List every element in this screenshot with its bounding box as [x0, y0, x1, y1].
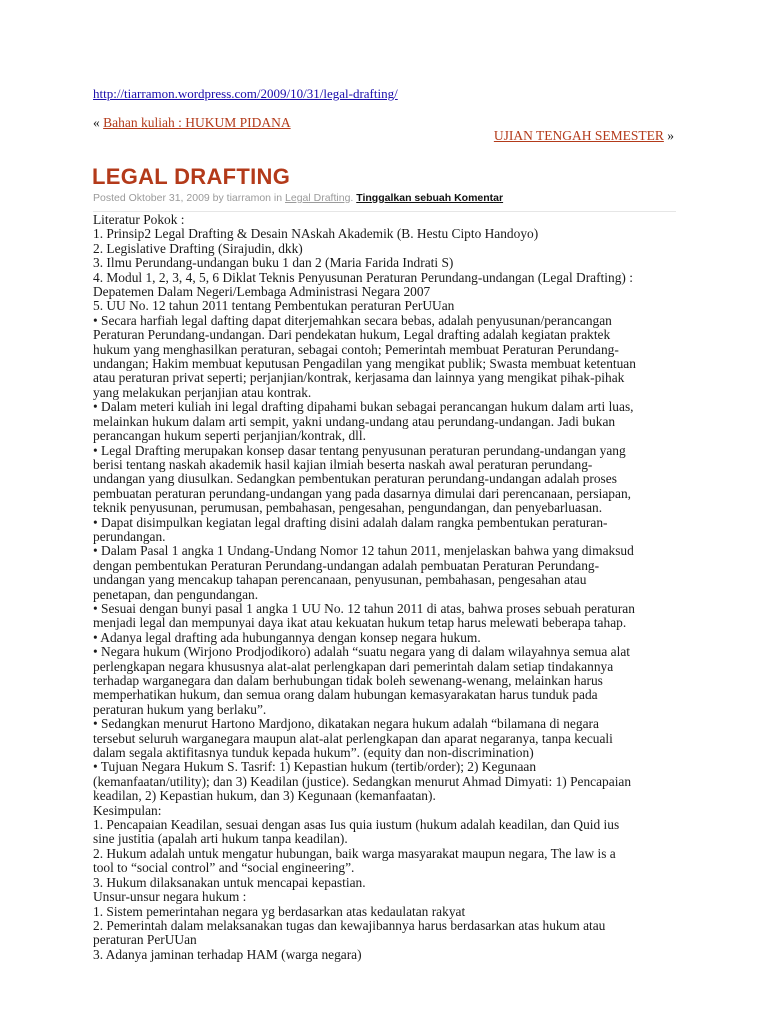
body-line: 5. UU No. 12 tahun 2011 tentang Pembentukan peraturan PerUUan [93, 298, 455, 314]
body-line: penetapan, dan pengundangan. [93, 586, 259, 602]
body-line: peraturan hukum yang berlaku”. [93, 701, 267, 717]
post-meta [93, 192, 503, 204]
body-line: perlengkapan negara khususnya alat-alat perlengkapan dari pemerintah dalam setiap tindakannya [93, 658, 614, 674]
body-line: dalam segala aktifitasnya tunduk kepada hukum”. (equity dan non-discrimination) [93, 745, 534, 761]
body-line: menjadi legal dan mempunyai daya ikat atau kekuatan hukum tetap harus melewati beberapa tahap. [93, 615, 627, 631]
body-line: tersebut seluruh warganegara maupun alat-alat perlengkapan dan aparat negaranya, tanpa kecuali [93, 730, 613, 746]
body-line: Peraturan Perundang-undangan. Dari pendekatan hukum, Legal drafting adalah kegiatan praktek [93, 327, 611, 343]
body-line: 2. Hukum adalah untuk mengatur hubungan, baik warga masyarakat maupun negara, The law is a [93, 845, 616, 861]
next-arrow: » [663, 128, 674, 143]
body-line: • Sesuai dengan bunyi pasal 1 angka 1 UU No. 12 tahun 2011 di atas, bahwa proses sebuah peraturan [93, 600, 635, 616]
body-line: • Legal Drafting merupakan konsep dasar tentang penyusunan peraturan perundang-undangan yang [93, 442, 626, 458]
body-line: • Secara harfiah legal dafting dapat diterjemahkan secara bebas, adalah penyusunan/perancangan [93, 312, 612, 328]
body-line: 2. Pemerintah dalam melaksanakan tugas dan kewajibannya harus berdasarkan atas hukum atau [93, 917, 606, 933]
body-line: teknik penyusunan, perumusan, pembahasan, pengesahan, pengundangan, dan penyebarluasan. [93, 500, 603, 516]
body-line: melainkan hukum dalam arti sempit, yakni undang-undang atau perundang-undangan. Jadi bukan [93, 413, 616, 429]
body-line: tool to “social control” and “social engineering”. [93, 860, 355, 876]
previous-arrow: « [93, 115, 104, 130]
leave-comment-link[interactable]: Tinggalkan sebuah Komentar [356, 192, 504, 204]
body-line: • Adanya legal drafting ada hubungannya dengan konsep negara hukum. [93, 629, 481, 645]
body-line: memperhatikan hukum, dan semua orang dalam hubungan kemasyarakatan harus tunduk pada [93, 687, 598, 703]
body-line: perundangan. [93, 528, 166, 544]
body-line: 1. Prinsip2 Legal Drafting & Desain NAskah Akademik (B. Hestu Cipto Handoyo) [93, 226, 539, 242]
body-line: • Tujuan Negara Hukum S. Tasrif: 1) Kepastian hukum (tertib/order); 2) Kegunaan [93, 759, 537, 775]
body-line: Literatur Pokok : [93, 212, 185, 227]
body-line: atau peraturan privat seperti; perjanjian/kontrak, kerjasama dan lainnya yang mengikat pihak-pihak [93, 370, 625, 386]
body-line: 4. Modul 1, 2, 3, 4, 5, 6 Diklat Teknis Penyusunan Peraturan Perundang-undangan (Legal Drafting) : [93, 269, 633, 285]
body-line: 3. Adanya jaminan terhadap HAM (warga negara) [93, 946, 362, 962]
body-line: 1. Sistem pemerintahan negara yg berdasarkan atas kedaulatan rakyat [93, 903, 466, 919]
body-line: undangan yang diusulkan. Sedangkan pembentukan peraturan perundang-undangan adalah proses [93, 471, 617, 487]
category-link[interactable]: Legal Drafting [285, 192, 351, 204]
body-line: • Dalam meteri kuliah ini legal drafting dipahami bukan sebagai perancangan hukum dalam arti luas, [93, 399, 634, 415]
body-line: sine justitia (apalah arti hukum tanpa keadilan). [93, 831, 348, 847]
body-line: (kemanfaatan/utility); dan 3) Keadilan (justice). Sedangkan menurut Ahmad Dimyati: 1) Pencapaian [93, 773, 632, 789]
previous-post-nav [93, 115, 291, 131]
body-line: undangan; Hakim membuat keputusan Pengadilan yang mengikat publik; Swasta membuat ketentuan [93, 356, 636, 372]
body-line: peraturan PerUUan [93, 932, 197, 948]
body-line: 2. Legislative Drafting (Sirajudin, dkk) [93, 240, 303, 256]
body-line: terhadap warganegara dan dalam berhubungan tidak boleh sewenang-wenang, melainkan harus [93, 673, 603, 688]
body-line: • Negara hukum (Wirjono Prodjodikoro) adalah “suatu negara yang di dalam wilayahnya semua alat [93, 644, 630, 660]
body-line: perancangan hukum seperti perjanjian/kontrak, dll. [93, 428, 366, 444]
body-line: pembuatan peraturan perundang-undangan yang pada dasarnya dimulai dari perencanaan, persiapan, [93, 485, 631, 501]
post-meta-separator: . [350, 192, 357, 204]
post-body [93, 213, 678, 962]
body-line: 1. Pencapaian Keadilan, sesuai dengan asas Ius quia iustum (hukum adalah keadilan, dan Quid ius [93, 817, 620, 833]
previous-post-link[interactable]: Bahan kuliah : HUKUM PIDANA [103, 115, 291, 130]
body-line: undangan yang mencakup tahapan perencanaan, penyusunan, pembahasan, pengesahan atau [93, 572, 587, 588]
body-line: 3. Hukum dilaksanakan untuk mencapai kepastian. [93, 874, 366, 890]
body-line: hukum yang menghasilkan peraturan, sebagai contoh; Pemerintah membuat Peraturan Perundang- [93, 341, 619, 357]
body-line: berisi tentang naskah akademik hasil kajian ilmiah beserta naskah awal peraturan perundang- [93, 456, 593, 472]
body-line: keadilan, 2) Kepastian hukum, dan 3) Kegunaan (kemanfaatan). [93, 788, 436, 804]
body-line: Unsur-unsur negara hukum : [93, 889, 247, 905]
body-line: Kesimpulan: [93, 802, 162, 818]
body-line: • Sedangkan menurut Hartono Mardjono, dikatakan negara hukum adalah “bilamana di negara [93, 716, 599, 732]
source-url-link[interactable]: http://tiarramon.wordpress.com/2009/10/31/legal-drafting/ [93, 86, 398, 101]
next-post-link[interactable]: UJIAN TENGAH SEMESTER [493, 128, 664, 143]
body-line: dengan pembentukan Peraturan Perundang-undangan adalah pembuatan Peraturan Perundang- [93, 557, 600, 573]
post-title: LEGAL DRAFTING [92, 164, 291, 189]
body-line: 3. Ilmu Perundang-undangan buku 1 dan 2 (Maria Farida Indrati S) [93, 255, 454, 271]
body-line: yang melakukan perjanjian atau kontrak. [93, 384, 312, 400]
post-meta-posted: Posted Oktober 31, 2009 by tiarramon in [93, 192, 286, 204]
body-line: Depatemen Dalam Negeri/Lembaga Administrasi Negara 2007 [93, 284, 431, 300]
body-line: • Dalam Pasal 1 angka 1 Undang-Undang Nomor 12 tahun 2011, menjelaskan bahwa yang dimaksud [93, 543, 634, 559]
body-line: • Dapat disimpulkan kegiatan legal drafting disini adalah dalam rangka pembentukan peraturan- [93, 514, 608, 530]
next-post-nav [494, 128, 674, 144]
